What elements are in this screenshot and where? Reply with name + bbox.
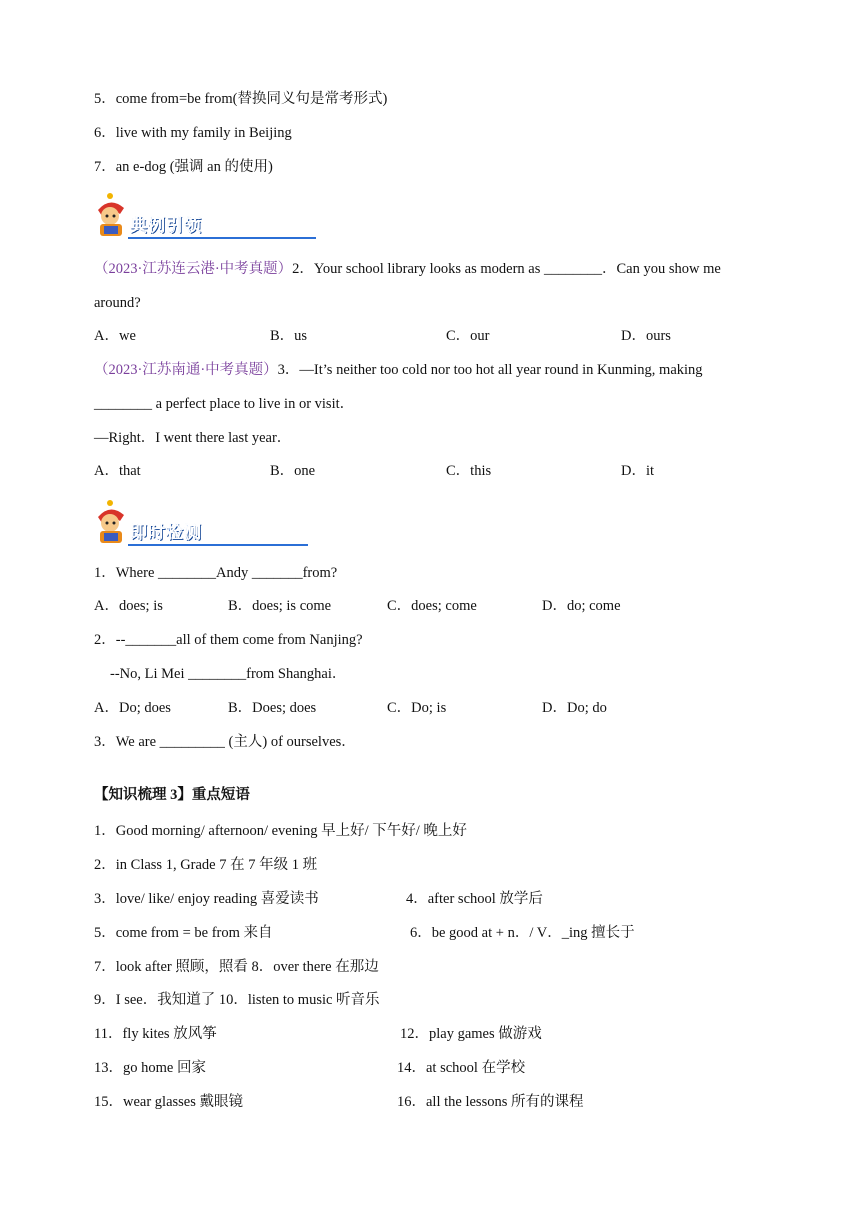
example-q3-option-a[interactable]: A．that xyxy=(94,463,141,479)
example-q2 xyxy=(94,259,721,279)
phrase-item: 16．all the lessons 所有的课程 xyxy=(397,1094,584,1110)
check-banner-title: 即时检测 xyxy=(130,523,202,543)
example-q2-text: 2．Your school library looks as modern as ________．Can you show me xyxy=(292,261,721,277)
phrase-item: 9．I see．我知道了 10．listen to music 听音乐 xyxy=(94,992,380,1008)
check-banner xyxy=(92,497,242,549)
example-banner xyxy=(92,190,242,242)
phrase-item: 1．Good morning/ afternoon/ evening 早上好/ 下午好/ 晚上好 xyxy=(94,823,467,839)
example-q2-cont: around? xyxy=(94,295,141,311)
check-q3: 3．We are _________ (主人) of ourselves． xyxy=(94,734,356,750)
phrase-item: 15．wear glasses 戴眼镜 xyxy=(94,1094,243,1110)
check-q1-option-a[interactable]: A．does; is xyxy=(94,598,163,614)
check-q2-option-b[interactable]: B．Does; does xyxy=(228,700,317,716)
check-q2-option-a[interactable]: A．Do; does xyxy=(94,700,171,716)
phrase-item: 6．be good at + n．/ V．_ing 擅长于 xyxy=(410,925,635,941)
example-q3-source: （2023·江苏南通·中考真题） xyxy=(94,362,278,378)
phrase-item: 7．look after 照顾，照看 8．over there 在那边 xyxy=(94,959,379,975)
example-q3 xyxy=(94,360,703,380)
check-q2: 2．--_______all of them come from Nanjing? xyxy=(94,632,363,648)
example-q3-option-d[interactable]: D．it xyxy=(621,463,655,479)
example-q2-source: （2023·江苏连云港·中考真题） xyxy=(94,261,293,277)
phrase-item: 14．at school 在学校 xyxy=(397,1060,526,1076)
example-banner-title: 典例引领 xyxy=(130,216,202,236)
check-banner-underline xyxy=(128,544,308,546)
check-q1-option-d[interactable]: D．do; come xyxy=(542,598,621,614)
example-q3-cont: ________ a perfect place to live in or visit． xyxy=(94,396,355,412)
top-item-7: 7．an e-dog (强调 an 的使用) xyxy=(94,159,273,175)
phrase-item: 13．go home 回家 xyxy=(94,1060,206,1076)
phrase-item: 2．in Class 1, Grade 7 在 7 年级 1 班 xyxy=(94,857,318,873)
mascot-icon xyxy=(92,497,132,547)
example-q2-option-b[interactable]: B．us xyxy=(270,328,308,344)
check-q1: 1．Where ________Andy _______from? xyxy=(94,565,338,581)
example-q2-option-a[interactable]: A．we xyxy=(94,328,136,344)
check-q1-option-b[interactable]: B．does; is come xyxy=(228,598,332,614)
example-q3-option-c[interactable]: C．this xyxy=(446,463,492,479)
check-q2-option-c[interactable]: C．Do; is xyxy=(387,700,447,716)
mascot-icon xyxy=(92,190,132,240)
phrase-item: 4．after school 放学后 xyxy=(406,891,543,907)
top-item-5: 5．come from=be from(替换同义句是常考形式) xyxy=(94,91,388,107)
phrase-item: 3．love/ like/ enjoy reading 喜爱读书 xyxy=(94,891,319,907)
phrase-item: 5．come from = be from 来自 xyxy=(94,925,273,941)
top-item-6: 6．live with my family in Beijing xyxy=(94,125,292,141)
example-q2-option-c[interactable]: C．our xyxy=(446,328,490,344)
example-q3-reply: —Right．I went there last year． xyxy=(94,430,292,446)
check-q1-option-c[interactable]: C．does; come xyxy=(387,598,477,614)
phrase-item: 12．play games 做游戏 xyxy=(400,1026,542,1042)
example-q2-option-d[interactable]: D．ours xyxy=(621,328,671,344)
example-q3-text: 3．—It’s neither too cold nor too hot all year round in Kunming, making xyxy=(277,362,703,378)
phrases-heading: 【知识梳理 3】重点短语 xyxy=(94,787,250,803)
example-banner-underline xyxy=(128,237,316,239)
check-q2-reply: --No, Li Mei ________from Shanghai． xyxy=(110,666,347,682)
phrase-item: 11．fly kites 放风筝 xyxy=(94,1026,217,1042)
example-q3-option-b[interactable]: B．one xyxy=(270,463,316,479)
check-q2-option-d[interactable]: D．Do; do xyxy=(542,700,607,716)
